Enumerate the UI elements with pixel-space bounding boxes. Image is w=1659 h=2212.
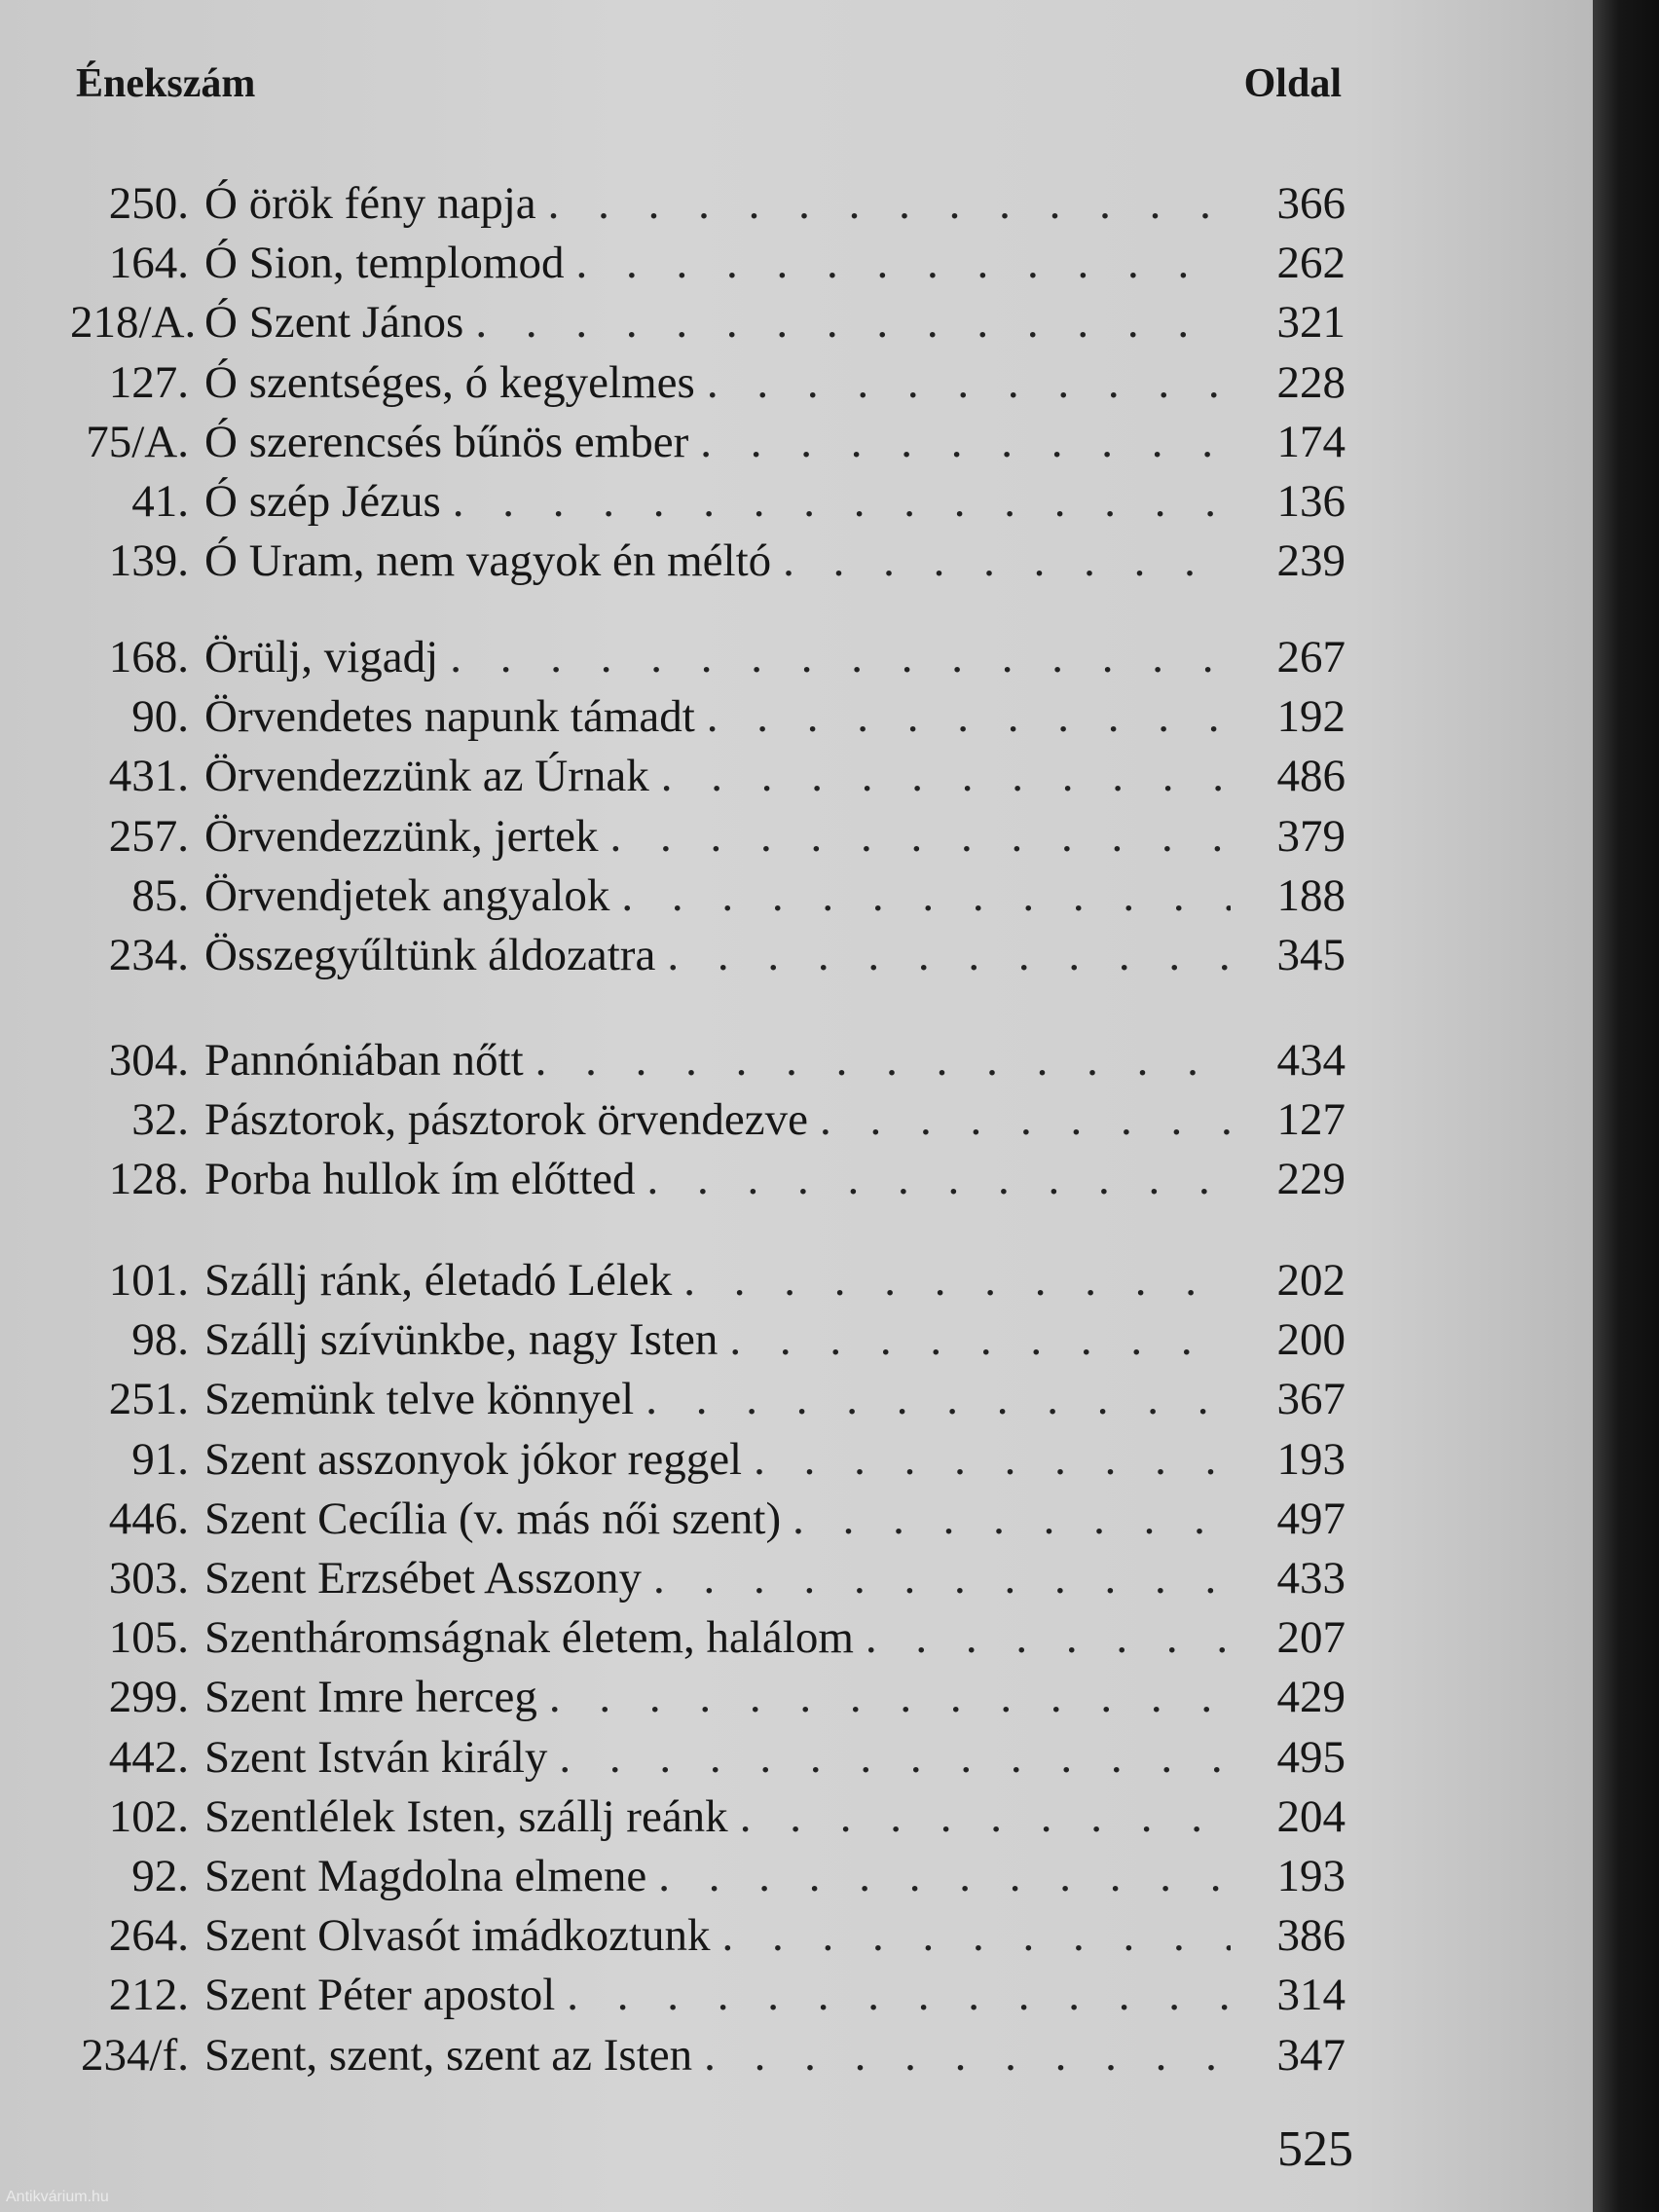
song-number: 257. bbox=[108, 810, 189, 862]
page-reference: 495 bbox=[1276, 1731, 1346, 1783]
dot-leader bbox=[704, 2029, 1231, 2082]
index-entry bbox=[70, 177, 1346, 236]
song-title: Szent Cecília (v. más női szent) bbox=[204, 1493, 782, 1544]
page-reference: 127 bbox=[1276, 1094, 1346, 1146]
page-reference: 366 bbox=[1276, 178, 1346, 229]
dot-leader bbox=[575, 237, 1231, 289]
page-reference: 174 bbox=[1276, 416, 1346, 467]
dot-leader bbox=[621, 869, 1231, 922]
dot-leader bbox=[647, 1153, 1231, 1205]
song-number: 442. bbox=[108, 1731, 189, 1783]
page-reference: 204 bbox=[1276, 1790, 1346, 1842]
index-entry bbox=[70, 810, 1346, 868]
index-entry bbox=[70, 869, 1346, 928]
song-title: Szállj szívünkbe, nagy Isten bbox=[204, 1314, 719, 1366]
header-page: Oldal bbox=[1243, 61, 1342, 106]
song-title: Szent Olvasót imádkoztunk bbox=[204, 1910, 711, 1962]
song-title: Örvendezzünk az Úrnak bbox=[204, 751, 649, 802]
dot-leader bbox=[793, 1493, 1231, 1545]
song-number: 251. bbox=[108, 1374, 189, 1425]
dot-leader bbox=[567, 1969, 1231, 2021]
song-title: Szent, szent, szent az Isten bbox=[204, 2029, 693, 2081]
song-number: 446. bbox=[108, 1493, 189, 1544]
song-title: Pannóniában nőtt bbox=[204, 1035, 524, 1086]
song-number: 299. bbox=[108, 1672, 189, 1723]
dot-leader bbox=[475, 296, 1231, 349]
song-number: 303. bbox=[108, 1553, 189, 1604]
song-number: 101. bbox=[108, 1255, 189, 1306]
song-title: Ó Uram, nem vagyok én méltó bbox=[204, 535, 772, 587]
song-title: Porba hullok ím előtted bbox=[204, 1154, 636, 1205]
page-reference: 193 bbox=[1276, 1433, 1346, 1485]
song-title: Szent Magdolna elmene bbox=[204, 1851, 647, 1901]
page-reference: 188 bbox=[1276, 869, 1346, 921]
page-reference: 193 bbox=[1276, 1851, 1346, 1901]
song-number: 431. bbox=[108, 751, 189, 802]
book-spine bbox=[1593, 0, 1659, 2212]
page-reference: 321 bbox=[1276, 297, 1346, 349]
dot-leader bbox=[559, 1731, 1231, 1784]
index-entry bbox=[70, 1552, 1346, 1610]
dot-leader bbox=[722, 1909, 1231, 1962]
page-reference: 136 bbox=[1276, 476, 1346, 527]
index-entry bbox=[70, 1153, 1346, 1211]
index-entry bbox=[70, 1731, 1346, 1789]
song-title: Szemünk telve könnyel bbox=[204, 1374, 635, 1425]
index-entry bbox=[70, 535, 1346, 593]
song-title: Szent Imre herceg bbox=[204, 1672, 537, 1723]
index-entry bbox=[70, 1790, 1346, 1849]
song-number: 128. bbox=[108, 1154, 189, 1205]
song-title: Örvendetes napunk támadt bbox=[204, 691, 695, 743]
song-title: Szent Erzsébet Asszony bbox=[204, 1553, 643, 1604]
song-number: 92. bbox=[131, 1851, 189, 1901]
song-title: Szent asszonyok jókor reggel bbox=[204, 1433, 743, 1485]
dot-leader bbox=[820, 1093, 1231, 1146]
index-entry bbox=[70, 1254, 1346, 1312]
index-entry bbox=[70, 929, 1346, 987]
song-number: 105. bbox=[108, 1612, 189, 1664]
dot-leader bbox=[450, 631, 1231, 683]
song-number: 264. bbox=[108, 1910, 189, 1962]
index-entry bbox=[70, 690, 1346, 749]
page-reference: 345 bbox=[1276, 930, 1346, 980]
song-number: 98. bbox=[131, 1314, 189, 1366]
page-reference: 267 bbox=[1276, 632, 1346, 682]
dot-leader bbox=[535, 1034, 1231, 1087]
dot-leader bbox=[783, 535, 1231, 587]
song-title: Szentháromságnak életem, halálom bbox=[204, 1612, 854, 1664]
dot-leader bbox=[653, 1552, 1231, 1604]
page-reference: 192 bbox=[1276, 691, 1346, 743]
song-number: 127. bbox=[108, 356, 189, 408]
index-entry bbox=[70, 1313, 1346, 1372]
index-entry bbox=[70, 475, 1346, 534]
song-title: Szent Péter apostol bbox=[204, 1970, 556, 2021]
page-reference: 347 bbox=[1276, 2029, 1346, 2081]
dot-leader bbox=[740, 1790, 1231, 1843]
song-number: 75/A. bbox=[86, 416, 189, 467]
song-number: 234/f. bbox=[81, 2029, 189, 2081]
dot-leader bbox=[707, 690, 1231, 743]
page-reference: 367 bbox=[1276, 1374, 1346, 1425]
dot-leader bbox=[549, 1671, 1231, 1723]
page-reference: 314 bbox=[1276, 1970, 1346, 2021]
dot-leader bbox=[661, 750, 1231, 802]
page-number: 525 bbox=[1277, 2121, 1353, 2177]
page-reference: 497 bbox=[1276, 1493, 1346, 1544]
page-reference: 433 bbox=[1276, 1553, 1346, 1604]
index-entry bbox=[70, 1493, 1346, 1551]
song-title: Ó Sion, templomod bbox=[204, 238, 565, 289]
song-number: 102. bbox=[108, 1790, 189, 1842]
page-reference: 229 bbox=[1276, 1154, 1346, 1205]
page-reference: 239 bbox=[1276, 535, 1346, 587]
page-reference: 202 bbox=[1276, 1255, 1346, 1306]
song-number: 304. bbox=[108, 1035, 189, 1086]
index-entry bbox=[70, 2029, 1346, 2087]
dot-leader bbox=[667, 929, 1231, 981]
song-number: 164. bbox=[108, 238, 189, 289]
dot-leader bbox=[866, 1611, 1231, 1664]
index-entry bbox=[70, 631, 1346, 689]
dot-leader bbox=[610, 810, 1231, 863]
dot-leader bbox=[700, 416, 1231, 468]
song-title: Ó szerencsés bűnös ember bbox=[204, 416, 689, 467]
dot-leader bbox=[658, 1850, 1231, 1902]
song-number: 90. bbox=[131, 691, 189, 743]
index-entry bbox=[70, 750, 1346, 808]
song-number: 250. bbox=[108, 178, 189, 229]
song-title: Ó Szent János bbox=[204, 297, 464, 349]
song-number: 41. bbox=[131, 476, 189, 527]
index-entry bbox=[70, 1850, 1346, 1908]
page-reference: 434 bbox=[1276, 1035, 1346, 1086]
dot-leader bbox=[645, 1373, 1231, 1425]
index-entry bbox=[70, 1671, 1346, 1729]
index-entry bbox=[70, 416, 1346, 474]
song-title: Pásztorok, pásztorok örvendezve bbox=[204, 1094, 808, 1146]
dot-leader bbox=[707, 356, 1231, 409]
page-reference: 207 bbox=[1276, 1612, 1346, 1664]
dot-leader bbox=[453, 475, 1231, 528]
index-entry bbox=[70, 1909, 1346, 1968]
index-entry bbox=[70, 237, 1346, 295]
song-title: Ó szép Jézus bbox=[204, 476, 441, 527]
watermark: Antikvárium.hu bbox=[6, 2189, 109, 2205]
dot-leader bbox=[729, 1313, 1231, 1366]
page-reference: 386 bbox=[1276, 1910, 1346, 1962]
page-reference: 429 bbox=[1276, 1672, 1346, 1723]
index-entry bbox=[70, 1373, 1346, 1431]
index-entry bbox=[70, 1093, 1346, 1152]
song-number: 168. bbox=[108, 632, 189, 682]
dot-leader bbox=[683, 1254, 1231, 1307]
index-entry bbox=[70, 1034, 1346, 1092]
index-entry bbox=[70, 1611, 1346, 1670]
song-number: 85. bbox=[131, 869, 189, 921]
page-reference: 379 bbox=[1276, 810, 1346, 862]
page-reference: 486 bbox=[1276, 751, 1346, 802]
song-number: 139. bbox=[108, 535, 189, 587]
song-title: Örvendjetek angyalok bbox=[204, 869, 610, 921]
dot-leader bbox=[548, 177, 1231, 230]
song-title: Ó örök fény napja bbox=[204, 178, 536, 229]
page-reference: 262 bbox=[1276, 238, 1346, 289]
index-entry bbox=[70, 1433, 1346, 1492]
page-reference: 200 bbox=[1276, 1314, 1346, 1366]
song-number: 234. bbox=[108, 930, 189, 980]
song-number: 212. bbox=[108, 1970, 189, 2021]
song-title: Szent István király bbox=[204, 1731, 548, 1783]
index-entry bbox=[70, 356, 1346, 415]
song-number: 32. bbox=[131, 1094, 189, 1146]
page-reference: 228 bbox=[1276, 356, 1346, 408]
song-title: Összegyűltünk áldozatra bbox=[204, 930, 656, 980]
song-title: Örvendezzünk, jertek bbox=[204, 810, 599, 862]
song-title: Örülj, vigadj bbox=[204, 632, 439, 682]
header-song-number: Énekszám bbox=[76, 61, 256, 106]
song-title: Szállj ránk, életadó Lélek bbox=[204, 1255, 673, 1306]
song-title: Ó szentséges, ó kegyelmes bbox=[204, 356, 695, 408]
index-entry bbox=[70, 1969, 1346, 2027]
dot-leader bbox=[754, 1433, 1231, 1486]
song-title: Szentlélek Isten, szállj reánk bbox=[204, 1790, 728, 1842]
song-number: 218/A. bbox=[70, 297, 197, 349]
index-entry bbox=[70, 296, 1346, 354]
song-number: 91. bbox=[131, 1433, 189, 1485]
